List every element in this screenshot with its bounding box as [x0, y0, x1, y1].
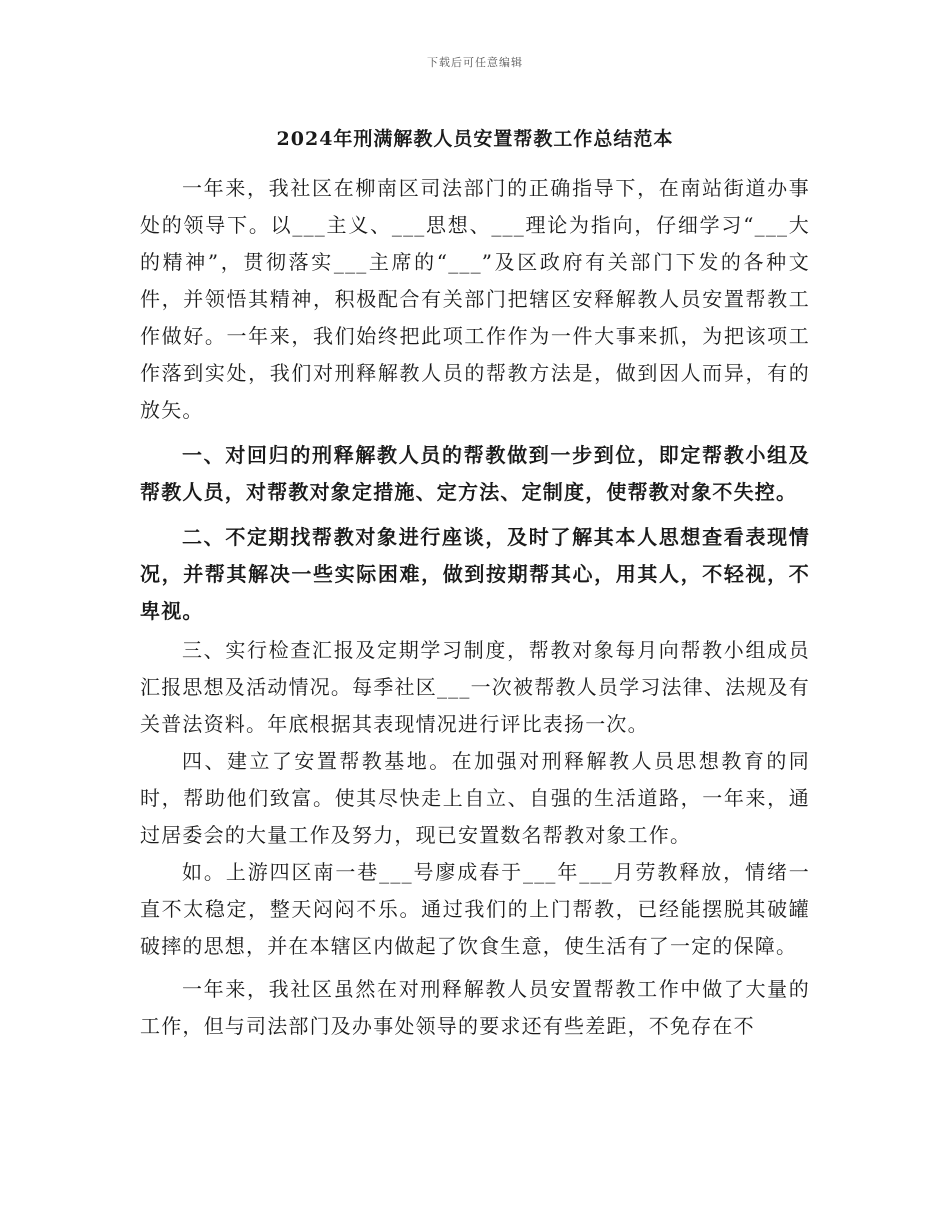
paragraph-example: 如。上游四区南一巷___号廖成春于___年___月劳教释放，情绪一直不太稳定，整天闷闷不乐。通过我们的上门帮教，已经能摆脱其破罐破摔的思想，并在本辖区内做起了饮食生意，使生活有了一定的保障。	[140, 860, 810, 958]
document-title: 2024年刑满解教人员安置帮教工作总结范本	[276, 128, 674, 150]
paragraph-point-1: 一、对回归的刑释解教人员的帮教做到一步到位，即定帮教小组及帮教人员，对帮教对象定措施、定方法、定制度，使帮教对象不失控。	[140, 443, 810, 504]
paragraph-point-2: 二、不定期找帮教对象进行座谈，及时了解其本人思想查看表现情况，并帮其解决一些实际困难，做到按期帮其心，用其人，不轻视，不卑视。	[140, 525, 810, 623]
paragraph-intro: 一年来，我社区在柳南区司法部门的正确指导下，在南站街道办事处的领导下。以___主义、___思想、___理论为指向，仔细学习“___大的精神”，贯彻落实___主席的“___”及区政府有关部门下发的各种文件，并领悟其精神，积极配合有关部门把辖区安释解教人员安置帮教工作做好。一年来，我们始终把此项工作作为一件大事来抓，为把该项工作落到实处，我们对刑释解教人员的帮教方法是，做到因人而异，有的放矢。	[140, 176, 810, 422]
paragraph-summary: 一年来，我社区虽然在对刑释解教人员安置帮教工作中做了大量的工作，但与司法部门及办事处领导的要求还有些差距，不免存在不	[140, 977, 810, 1038]
paragraph-point-4: 四、建立了安置帮教基地。在加强对刑释解教人员思想教育的同时，帮助他们致富。使其尽快走上自立、自强的生活道路，一年来，通过居委会的大量工作及努力，现已安置数名帮教对象工作。	[140, 749, 810, 847]
paragraph-point-3: 三、实行检查汇报及定期学习制度，帮教对象每月向帮教小组成员汇报思想及活动情况。每季社区___一次被帮教人员学习法律、法规及有关普法资料。年底根据其表现情况进行评比表扬一次。	[140, 638, 810, 736]
document-body	[140, 170, 810, 1045]
header-note: 下载后可任意编辑	[427, 56, 523, 69]
